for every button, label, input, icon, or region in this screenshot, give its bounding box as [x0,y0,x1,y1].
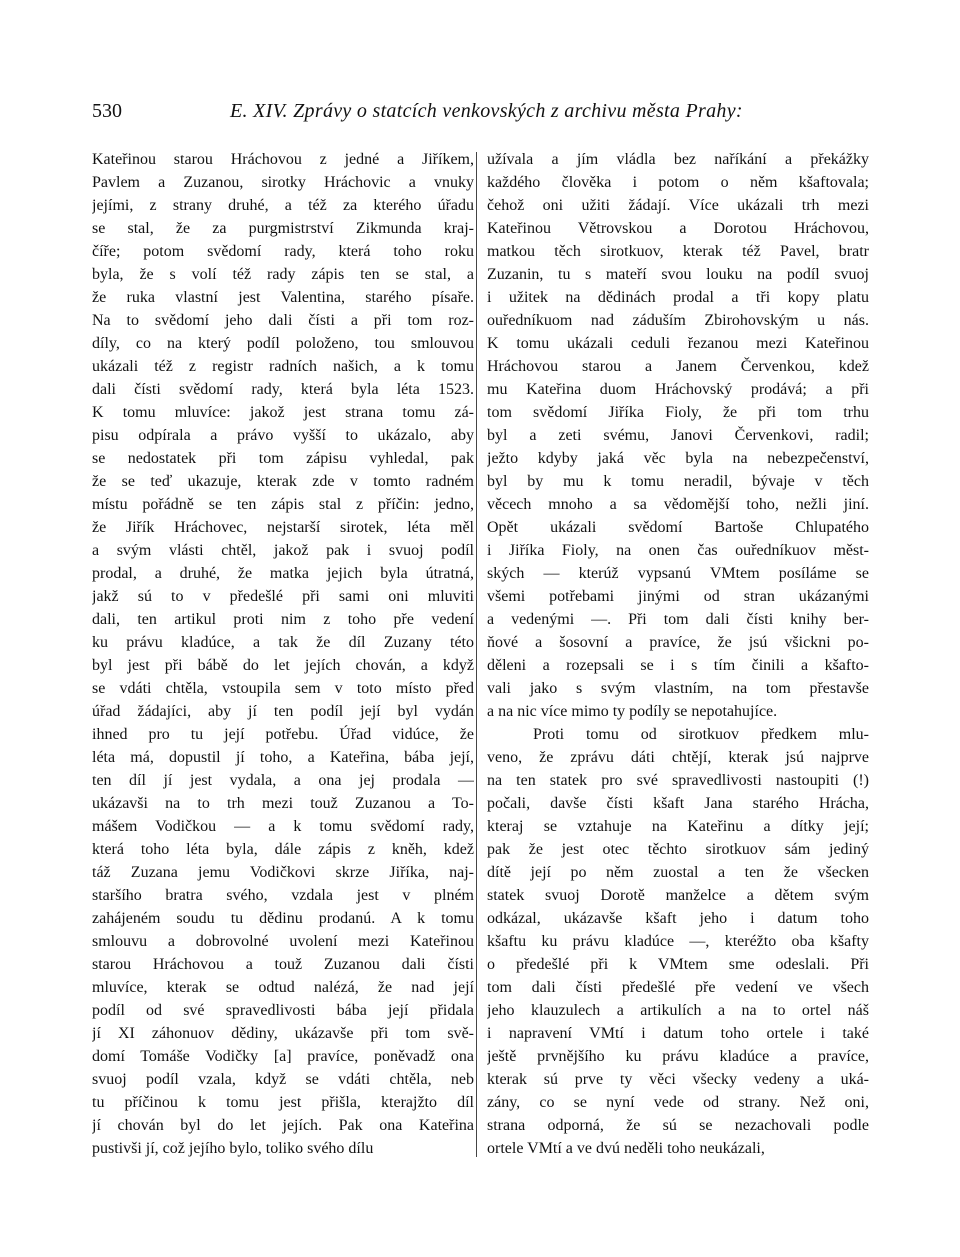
text-line: jejími, z strany druhé, a též za kterého úřadu [92,197,474,214]
text-line: užívala a jím vládla bez naříkání a překážky [487,151,869,168]
text-line: dali čísti svědomí rady, která byla léta 1523. [92,381,474,398]
text-line: dítě její po něm zuostal a ten že všecken [487,864,869,881]
text-line: kterak sú prve ty věci všecky vedeny a uká- [487,1071,869,1088]
text-line: počali, davše čísti kšaft Jana starého Hrácha, [487,795,869,812]
text-line: K tomu mluvíce: jakož jest strana tomu zá- [92,404,474,421]
text-line: veno, že zprávu dáti chtějí, kterak jsú najprve [487,749,869,766]
text-line: kšaftu ku právu kladúce —, kteréžto oba kšafty [487,933,869,950]
text-line: Pavlem a Zuzanou, sirotky Hráchovic a vnuky [92,174,474,191]
text-line: ježto kdyby jaká věc byla na nebezpečenství, [487,450,869,467]
text-line: číře; potom svědomí rady, která toho roku [92,243,474,260]
text-line: ortele VMtí a ve dvú neděli toho neukázali, [487,1140,765,1157]
text-line: pisu odpírala a právo vyšší to ukázalo, aby [92,427,474,444]
text-line: Proti tomu od sirotkuov předkem mlu- [533,726,869,743]
text-line: ouředníkuom nad záduším Zbirohovským u nás. [487,312,869,329]
text-line: že Jiřík Hráchovec, nejstarší sirotek, léta měl [92,519,474,536]
text-line: jakž sú to v předešlé při sami oni mluviti [92,588,474,605]
text-line: domí Tomáše Vodičky [a] pravíce, poněvadž ona [92,1048,474,1065]
text-line: a svým vlásti chtěl, jakož pak i svuoj podíl [92,542,474,559]
text-line: se vdáti chtěla, vstoupila sem v toto místo před [92,680,474,697]
running-head [92,100,872,130]
text-line: ještě prvnějšího ku právu kladúce a pravíce, [487,1048,869,1065]
text-line: táž Zuzana jemu Vodičkovi skrze Jiříka, naj- [92,864,474,881]
text-line: dali, ten artikul proti nim z toho pře vedení [92,611,474,628]
text-line: ukázavši na to trh mezi touž Zuzanou a To- [92,795,474,812]
text-line: tu příčinou k tomu jest přišla, kterajžto díl [92,1094,474,1111]
text-line: a na nic více mimo ty podíly se nepotahujíce. [487,703,778,720]
text-line: byl a zeti svému, Janovi Červenkovi, radil; [487,427,869,444]
text-line: i užitek na dědinách prodal a tři kopy platu [487,289,869,306]
text-line: čehož oni užiti žádají. Více ukázali trh mezi [487,197,869,214]
right-text-column [487,148,869,1160]
text-line: ňové a šosovní a pravíce, že jsú všickni po- [487,634,869,651]
text-line: místu pořádně se ten zápis stal z příčin: jedno, [92,496,474,513]
text-line: ukázali též z registr radních našich, a k tomu [92,358,474,375]
text-line: staršího bratra svého, vzdala jest v plném [92,887,474,904]
text-line: o předešlé při k VMtem sme odeslali. Při [487,956,869,973]
text-line: jeho klauzulech a artikulích a na to ortel náš [487,1002,869,1019]
text-line: která toho léta byla, dále zápis z kněh, kdež [92,841,474,858]
text-line: kteraj se vztahuje na Kateřinu a dítky její; [487,818,869,835]
text-line: Opět ukázali svědomí Bartoše Chlupatého [487,519,869,536]
text-line: každého člověka i potom o něm kšaftovala; [487,174,869,191]
text-line: byla, že s volí též rady zápis ten se stal, a [92,266,474,283]
text-line: Kateřinou Větrovskou a Dorotou Hráchovou, [487,220,869,237]
text-line: všemi potřebami jinými od stran ukázanými [487,588,869,605]
text-line: Na to svědomí jeho dali čísti a při tom roz- [92,312,474,329]
text-line: K tomu ukázali ceduli řezanou mezi Kateřinou [487,335,869,352]
text-line: strana odporná, že sú se nezachovali podle [487,1117,869,1134]
text-line: tom svědomí Jiříka Fioly, že při tom trhu [487,404,869,421]
text-line: prodal, a druhé, že matka jejich byla útratná, [92,565,474,582]
text-line: se nedostatek při tom zápisu vyhledal, pak [92,450,474,467]
text-line: pak že jest otec těchto sirotkuov sám jediný [487,841,869,858]
text-line: statek svuoj Dorotě manželce a dětem svým [487,887,869,904]
left-text-column [92,148,474,1160]
text-line: Kateřinou starou Hráchovou z jedné a Jiříkem, [92,151,474,168]
page-number: 530 [92,100,122,122]
text-line: odkázal, ukázavše kšaft jeho i datum toho [487,910,869,927]
text-line: jí chován byl do let jejích. Pak ona Kateřina [92,1117,474,1134]
text-line: ihned pro tu její potřebu. Úřad vidúce, že [92,726,474,743]
text-line: Zuzanin, tu s mateří svou louku na podíl svuoj [487,266,869,283]
text-line: mášem Vodičkou — a k tomu svědomí rady, [92,818,474,835]
text-line: úřad žádajíci, aby jí ten podíl její byl vydán [92,703,474,720]
text-line: i napravení VMtí i datum toho ortele i také [487,1025,869,1042]
text-line: byl by mu k tomu neradil, bývaje v těch [487,473,869,490]
text-line: starou Hráchovou a touž Zuzanou dali čísti [92,956,474,973]
text-line: díly, co na který podíl položeno, tou smlouvou [92,335,474,352]
text-line: svuoj podíl vzala, když se vdáti chtěla, neb [92,1071,474,1088]
text-line: smlouvu a dobrovolné uvolení mezi Kateřinou [92,933,474,950]
text-line: zahájeném soudu tu dědinu prodanú. A k tomu [92,910,474,927]
text-line: se stal, že za purgmistrství Zikmunda kraj- [92,220,474,237]
text-line: vali jako s svým vlastním, na tom přestavše [487,680,869,697]
text-line: matkou těch sirotkuov, kterak též Pavel, bratr [487,243,869,260]
text-line: že se teď ukazuje, kterak zde v tomto radném [92,473,474,490]
text-line: ten díl jí jest vydala, a ona jej prodala — [92,772,474,789]
text-line: léta má, dopustil jí toho, a Kateřina, bába její, [92,749,474,766]
text-line: zány, co se nyní vede od strany. Než oni, [487,1094,869,1111]
text-line: a vedenými —. Při tom dali čísti knihy ber- [487,611,869,628]
text-line: i Jiříka Fioly, na onen čas ouředníkuov měst- [487,542,869,559]
text-line: byl jest při bábě do let jejích chován, a když [92,657,474,674]
text-line: věcech mnoho a sa vědomější toho, nežli jiní. [487,496,869,513]
text-line: mu Kateřina duom Hráchovský prodává; a při [487,381,869,398]
text-line: podíl od své spravedlivosti bába její přidala [92,1002,474,1019]
column-divider [476,152,477,1157]
text-line: jí XI záhonuov dědiny, ukázavše při tom svě- [92,1025,474,1042]
text-line: na ten statek pro své spravedlivosti nastoupiti (!) [487,772,869,789]
text-line: pustivši jí, což jejího bylo, toliko svého dílu [92,1140,374,1157]
running-title: E. XIV. Zprávy o statcích venkovských z archivu města Prahy: [230,100,743,122]
text-line: že ruka vlastní jest Valentina, starého písaře. [92,289,474,306]
text-line: tom dali čísti předešlé pře vedení ve všech [487,979,869,996]
text-line: Hráchovou starou a Janem Červenkou, kdež [487,358,869,375]
text-line: mluvíce, kterak se odtud nalézá, že nad její [92,979,474,996]
text-line: ku právu kladúce, a tak že díl Zuzany této [92,634,474,651]
text-line: děleni a rozepsali se i s tím činili a kšafto- [487,657,869,674]
text-line: ských — kterúž vypsanú VMtem posíláme se [487,565,869,582]
